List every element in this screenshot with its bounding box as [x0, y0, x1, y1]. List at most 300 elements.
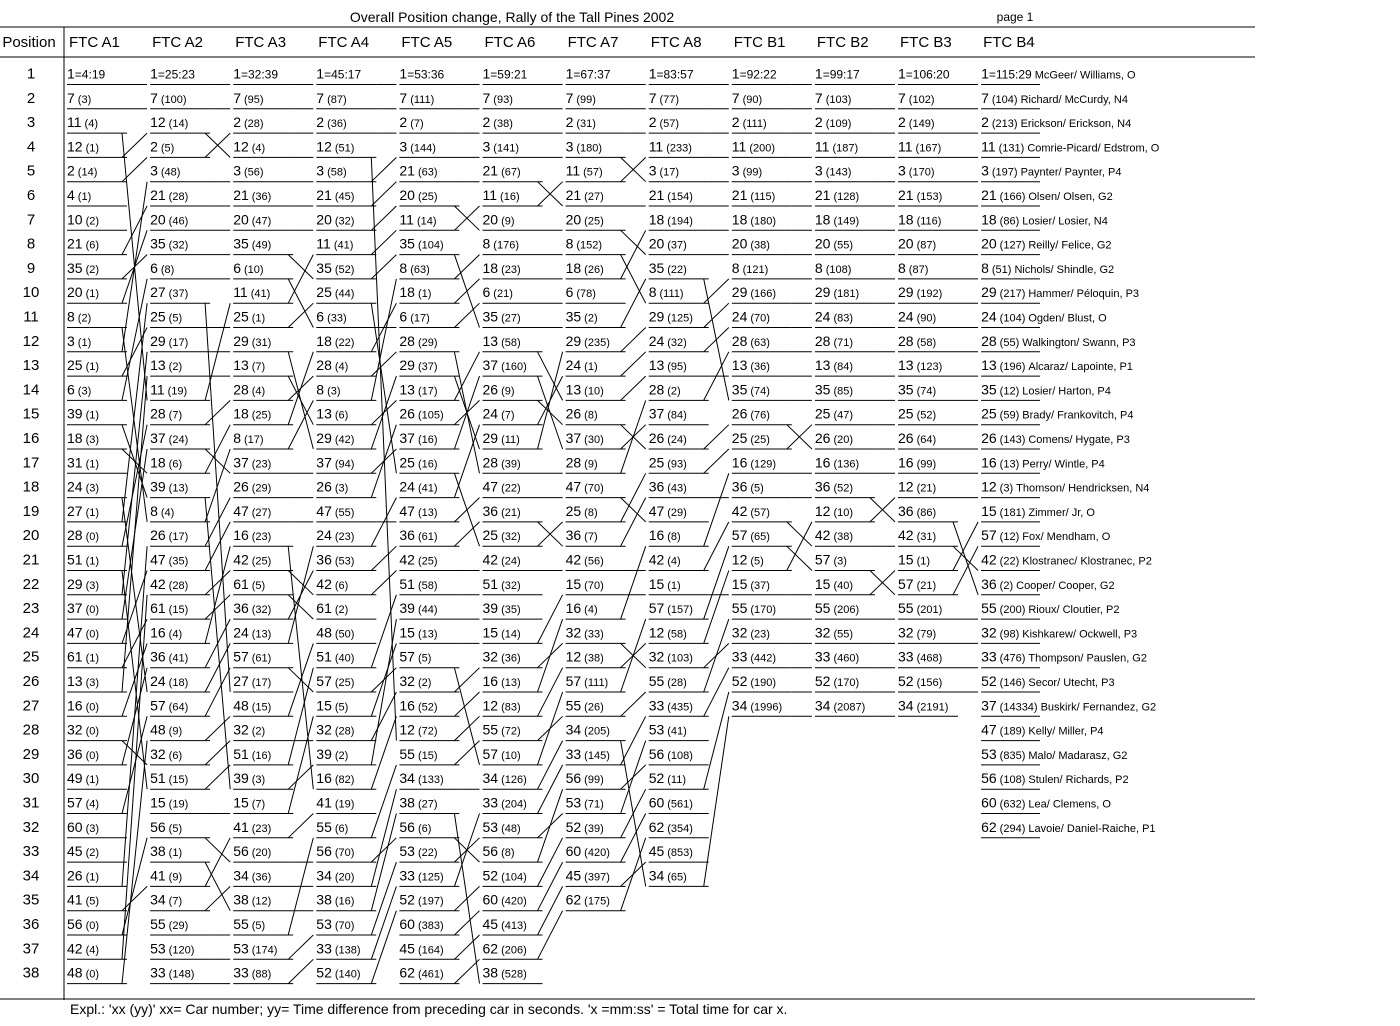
car-entry-label: 1=32:39: [233, 65, 279, 82]
car-entry-label: 37 (23): [233, 454, 272, 471]
car-entry-label: 21 (6): [67, 235, 100, 252]
position-number: 19: [22, 502, 40, 520]
car-entry-label: 6 (3): [67, 381, 92, 398]
position-number: 13: [22, 357, 40, 375]
car-entry-label: 13 (3): [67, 673, 100, 689]
car-entry-label: 8 (63): [399, 259, 430, 276]
position-change-line: [454, 668, 479, 692]
car-entry-label: 32 (0): [67, 721, 100, 738]
car-entry-label: 37 (14334) Buskirk/ Fernandez, G2: [981, 697, 1157, 714]
car-entry-label: 20 (32): [316, 211, 355, 228]
car-entry-label: 16 (136): [814, 454, 860, 471]
position-number: 3: [26, 114, 36, 132]
car-entry-label: 32 (36): [482, 648, 521, 665]
stage-header: FTC A5: [401, 34, 453, 51]
car-entry-label: 36 (21): [482, 502, 521, 519]
car-entry-label: 7 (93): [482, 89, 513, 106]
stage-header: FTC A8: [650, 34, 702, 51]
position-change-line: [621, 328, 646, 352]
car-entry-label: 29 (37): [399, 357, 438, 374]
position-change-line: [704, 619, 729, 692]
car-entry-label: 15 (19): [150, 794, 189, 811]
position-number: 15: [22, 405, 40, 423]
car-entry-label: 35 (12) Losier/ Harton, P4: [981, 381, 1111, 398]
car-entry-label: 25 (8): [565, 502, 598, 519]
position-number: 20: [22, 527, 40, 545]
car-entry-label: 18 (6): [150, 454, 183, 471]
car-entry-label: 60 (632) Lea/ Clemens, O: [981, 794, 1111, 811]
car-entry-label: 35 (74): [731, 381, 770, 398]
position-change-line: [454, 425, 479, 498]
car-entry-label: 26 (64): [898, 430, 937, 446]
car-entry-label: 36 (0): [67, 745, 100, 762]
car-entry-label: 53 (174): [233, 940, 278, 957]
car-entry-label: 57 (65): [731, 527, 770, 544]
car-entry-label: 8 (108): [814, 259, 852, 276]
car-entry-label: 24 (83): [814, 308, 854, 325]
car-entry-label: 28 (7): [150, 405, 183, 422]
car-entry-label: 18 (1): [399, 284, 432, 301]
position-change-line: [288, 765, 313, 789]
car-entry-label: 32 (103): [648, 648, 693, 665]
car-entry-label: 57 (21): [898, 575, 937, 592]
car-entry-label: 7 (103): [814, 89, 852, 106]
car-entry-label: 1=99:17: [814, 65, 860, 82]
position-number: 37: [22, 940, 40, 958]
car-entry-label: 16 (8): [648, 527, 681, 544]
car-entry-label: 15 (7): [233, 794, 266, 811]
car-entry-label: 8 (51) Nichols/ Shindle, G2: [981, 259, 1115, 276]
position-change-line: [621, 619, 646, 692]
position-numbers: [23, 66, 40, 982]
car-entry-label: 28 (63): [731, 332, 770, 349]
car-entry-label: 55 (6): [316, 818, 349, 835]
car-entry-label: 53 (48): [482, 818, 521, 835]
car-entry-label: 60 (420): [482, 891, 527, 908]
position-number: 17: [22, 454, 40, 472]
car-entry-label: 33 (148): [150, 964, 195, 981]
car-entry-label: 18 (22): [316, 332, 355, 349]
car-entry-label: 15 (14): [482, 624, 521, 641]
position-number: 27: [22, 697, 40, 715]
car-entry-label: 2 (36): [316, 114, 347, 131]
car-entry-label: 7 (99): [565, 89, 596, 106]
car-entry-label: 33 (468): [898, 648, 943, 665]
car-entry-label: 15 (1): [898, 551, 931, 568]
position-change-line: [538, 692, 563, 765]
car-entry-label: 57 (10): [482, 745, 521, 762]
car-entry-label: 26 (105): [399, 405, 444, 422]
car-entry-label: 45 (853): [648, 843, 693, 860]
car-entry-label: 47 (27): [233, 502, 272, 519]
car-entry-label: 38 (1): [150, 843, 183, 860]
stage-header: FTC A3: [235, 34, 287, 51]
car-entry-label: 26 (3): [316, 478, 349, 495]
position-change-line: [787, 522, 812, 546]
car-entry-label: 42 (28): [150, 575, 189, 592]
position-number: 10: [22, 284, 40, 302]
car-entry-label: 32 (28): [316, 721, 355, 738]
car-entry-label: 1=115:29 McGeer/ Williams, O: [981, 65, 1136, 82]
car-entry-label: 2 (14): [67, 162, 98, 179]
car-entry-label: 38 (528): [482, 964, 527, 981]
position-change-line: [205, 449, 230, 522]
car-entry-label: 36 (7): [565, 527, 598, 544]
position-number: 8: [26, 235, 36, 253]
entry-underlines: [67, 85, 1040, 984]
car-entry-label: 37 (16): [399, 430, 438, 446]
car-entry-label: 33 (435): [648, 697, 693, 714]
position-change-line: [621, 498, 646, 522]
car-entry-label: 47 (0): [67, 624, 100, 641]
position-change-line: [205, 716, 230, 740]
car-entry-label: 16 (13) Perry/ Wintle, P4: [981, 454, 1105, 471]
car-entry-label: 29 (17): [150, 332, 189, 349]
car-entry-label: 33 (476) Thompson/ Pauslen, G2: [981, 648, 1147, 665]
car-entry-label: 52 (104): [482, 867, 527, 884]
car-entry-label: 42 (56): [565, 551, 604, 568]
car-entry-label: 11 (41): [316, 235, 354, 252]
car-entry-label: 42 (4): [648, 551, 681, 568]
car-entry-label: 42 (57): [731, 502, 770, 519]
position-change-line: [621, 546, 646, 619]
car-entry-label: 25 (25): [731, 430, 770, 446]
car-entry-label: 20 (25): [565, 211, 604, 228]
car-entry-label: 25 (1): [233, 308, 266, 325]
car-entry-label: 25 (52): [898, 405, 937, 422]
car-entry-label: 39 (44): [399, 600, 438, 617]
car-entry-label: 21 (28): [150, 187, 189, 203]
position-change-line: [205, 765, 230, 789]
car-entry-label: 13 (6): [316, 405, 349, 422]
position-change-line: [371, 157, 396, 181]
stage-header: FTC B4: [983, 34, 1035, 51]
position-number: 24: [22, 624, 40, 642]
position-number: 31: [22, 794, 40, 812]
position-change-line: [288, 643, 313, 716]
car-entry-label: 35 (52): [316, 259, 355, 276]
position-number: 36: [22, 916, 40, 933]
car-entry-label: 12 (3) Thomson/ Hendricksen, N4: [981, 478, 1150, 495]
car-entry-label: 45 (2): [67, 843, 100, 860]
car-entry-label: 55 (170): [731, 600, 777, 617]
position-change-line: [371, 643, 396, 716]
car-entry-label: 7 (90): [731, 89, 763, 106]
car-entry-label: 34 (36): [233, 867, 272, 884]
position-change-line: [288, 255, 313, 279]
car-entry-label: 28 (29): [399, 332, 438, 349]
car-entry-label: 38 (12): [233, 891, 272, 908]
position-number: 1: [26, 65, 36, 83]
car-entry-label: 53 (120): [150, 940, 195, 957]
car-entry-label: 28 (9): [565, 454, 598, 471]
car-entry-label: 27 (1): [67, 502, 100, 519]
stage-headers: [69, 34, 1035, 51]
car-entry-label: 45 (164): [399, 940, 444, 957]
car-entry-label: 62 (206): [482, 940, 527, 957]
car-entry-label: 29 (11): [482, 430, 520, 446]
car-entry-label: 28 (2): [648, 381, 681, 398]
car-entry-label: 34 (133): [399, 770, 444, 787]
car-entry-label: 12 (38): [565, 648, 604, 665]
car-entry-label: 61 (1): [67, 648, 100, 665]
car-entry-label: 34 (126): [482, 770, 527, 787]
car-entry-label: 61 (2): [316, 600, 349, 617]
position-change-line: [538, 400, 563, 424]
car-entry-label: 36 (61): [399, 527, 438, 544]
car-entry-label: 41 (23): [233, 818, 272, 835]
car-entry-label: 33 (88): [233, 964, 272, 981]
position-change-line: [454, 741, 479, 765]
car-entry-label: 47 (35): [150, 551, 189, 568]
position-number: 33: [22, 843, 40, 861]
car-entry-label: 29 (31): [233, 332, 272, 349]
entry-labels: [67, 66, 1160, 981]
car-entry-label: 21 (153): [898, 187, 943, 203]
car-entry-label: 33 (145): [565, 745, 610, 762]
car-entry-label: 33 (125): [399, 867, 444, 884]
position-number: 35: [22, 891, 40, 909]
position-change-line: [371, 716, 396, 789]
car-entry-label: 24 (13): [233, 624, 272, 641]
car-entry-label: 47 (55): [316, 502, 355, 519]
car-entry-label: 24 (18): [150, 673, 189, 689]
car-entry-label: 18 (194): [648, 211, 693, 228]
car-entry-label: 2 (213) Erickson/ Erickson, N4: [981, 114, 1132, 131]
car-entry-label: 2 (31): [565, 114, 596, 131]
car-entry-label: 57 (111): [565, 673, 609, 689]
car-entry-label: 12 (10): [814, 502, 854, 519]
car-entry-label: 25 (32): [482, 527, 521, 544]
position-change-line: [122, 182, 147, 352]
car-entry-label: 37 (94): [316, 454, 355, 471]
car-entry-label: 28 (55) Walkington/ Swann, P3: [981, 332, 1136, 349]
position-number: 5: [26, 162, 36, 180]
car-entry-label: 62 (175): [565, 891, 610, 908]
car-entry-label: 13 (36): [731, 357, 770, 374]
car-entry-label: 21 (67): [482, 162, 521, 179]
car-entry-label: 36 (52): [814, 478, 854, 495]
car-entry-label: 57 (12) Fox/ Mendham, O: [981, 527, 1111, 544]
chart-title: Overall Position change, Rally of the Tall Pines 2002: [349, 9, 675, 25]
car-entry-label: 1=67:37: [565, 65, 611, 82]
car-entry-label: 20 (46): [150, 211, 189, 228]
position-number: 6: [26, 187, 36, 204]
stage-header: FTC A4: [318, 34, 370, 51]
car-entry-label: 15 (5): [316, 697, 349, 714]
car-entry-label: 3 (56): [233, 162, 264, 179]
car-entry-label: 13 (10): [565, 381, 604, 398]
position-number: 12: [22, 332, 40, 350]
car-entry-label: 36 (53): [316, 551, 355, 568]
car-entry-label: 55 (15): [399, 745, 438, 762]
car-entry-label: 41 (9): [150, 867, 183, 884]
car-entry-label: 57 (157): [648, 600, 693, 617]
car-entry-label: 11 (14): [399, 211, 437, 228]
position-change-line: [704, 425, 729, 449]
car-entry-label: 3 (197) Paynter/ Paynter, P4: [981, 162, 1122, 179]
car-entry-label: 25 (1): [67, 357, 100, 374]
position-change-line: [371, 352, 396, 376]
car-entry-label: 52 (140): [316, 964, 361, 981]
position-change-line: [704, 303, 729, 327]
car-entry-label: 13 (17): [399, 381, 438, 398]
car-entry-label: 25 (5): [150, 308, 183, 325]
position-number: 9: [26, 259, 36, 277]
car-entry-label: 11 (41): [233, 284, 271, 301]
car-entry-label: 16 (82): [316, 770, 355, 787]
car-entry-label: 8 (2): [67, 308, 92, 325]
car-entry-label: 60 (383): [399, 916, 444, 932]
car-entry-label: 56 (5): [150, 818, 183, 835]
car-entry-label: 60 (561): [648, 794, 693, 811]
car-entry-label: 55 (201): [898, 600, 943, 617]
position-change-line: [454, 498, 479, 522]
car-entry-label: 55 (72): [482, 721, 521, 738]
car-entry-label: 28 (58): [898, 332, 937, 349]
car-entry-label: 34 (205): [565, 721, 610, 738]
car-entry-label: 16 (0): [67, 697, 100, 714]
car-entry-label: 1=45:17: [316, 65, 362, 82]
car-entry-label: 34 (2087): [814, 697, 866, 714]
car-entry-label: 60 (420): [565, 843, 610, 860]
car-entry-label: 41 (5): [67, 891, 100, 908]
position-number: 11: [23, 308, 39, 326]
car-entry-label: 18 (180): [731, 211, 777, 228]
car-entry-label: 4 (1): [67, 187, 92, 203]
position-change-line: [205, 400, 230, 424]
position-number: 28: [22, 721, 40, 739]
car-entry-label: 33 (460): [814, 648, 860, 665]
car-entry-label: 55 (5): [233, 916, 266, 932]
car-entry-label: 18 (149): [814, 211, 860, 228]
explanation-note: Expl.: 'xx (yy)' xx= Car number; yy= Time difference from preceding car in seconds. 'x =mm:ss' = Total time for car x.: [70, 1001, 788, 1017]
car-entry-label: 51 (16): [233, 745, 272, 762]
position-number: 16: [22, 430, 40, 447]
position-number: 32: [22, 818, 40, 836]
car-entry-label: 25 (16): [399, 454, 438, 471]
car-entry-label: 13 (95): [648, 357, 687, 374]
car-entry-label: 29 (166): [731, 284, 777, 301]
car-entry-label: 56 (99): [565, 770, 604, 787]
car-entry-label: 25 (59) Brady/ Frankovitch, P4: [981, 405, 1134, 422]
car-entry-label: 6 (8): [150, 259, 175, 276]
car-entry-label: 7 (3): [67, 89, 92, 106]
position-change-line: [371, 255, 396, 279]
car-entry-label: 29 (125): [648, 308, 693, 325]
car-entry-label: 42 (6): [316, 575, 349, 592]
car-entry-label: 8 (3): [316, 381, 341, 398]
stage-header: FTC B2: [816, 34, 869, 51]
car-entry-label: 42 (25): [233, 551, 272, 568]
car-entry-label: 15 (40): [814, 575, 854, 592]
car-entry-label: 49 (1): [67, 770, 100, 787]
position-number: 25: [22, 648, 40, 666]
position-change-line: [371, 279, 396, 401]
car-entry-label: 11 (131) Comrie-Picard/ Edstrom, O: [981, 138, 1160, 155]
car-entry-label: 2 (57): [648, 114, 680, 131]
car-entry-label: 56 (108): [648, 745, 693, 762]
car-entry-label: 15 (37): [731, 575, 770, 592]
car-entry-label: 51 (40): [316, 648, 355, 665]
car-entry-label: 42 (38): [814, 527, 854, 544]
car-entry-label: 27 (17): [233, 673, 272, 689]
car-entry-label: 8 (121): [731, 259, 769, 276]
car-entry-label: 18 (23): [482, 259, 521, 276]
car-entry-label: 37 (84): [648, 405, 687, 422]
car-entry-label: 56 (20): [233, 843, 272, 860]
car-entry-label: 29 (3): [67, 575, 100, 592]
car-entry-label: 24 (41): [399, 478, 438, 495]
car-entry-label: 39 (2): [316, 745, 349, 762]
car-entry-label: 12 (21): [898, 478, 937, 495]
car-entry-label: 28 (39): [482, 454, 521, 471]
position-change-line: [371, 571, 396, 595]
car-entry-label: 36 (2) Cooper/ Cooper, G2: [981, 575, 1115, 592]
car-entry-label: 1=106:20: [898, 65, 950, 82]
position-change-line: [454, 279, 479, 303]
car-entry-label: 16 (99): [898, 454, 937, 471]
car-entry-label: 11 (233): [648, 138, 692, 155]
car-entry-label: 34 (1996): [731, 697, 783, 714]
position-change-line: [122, 133, 147, 157]
position-change-line: [787, 546, 812, 570]
car-entry-label: 62 (461): [399, 964, 444, 981]
car-entry-label: 36 (86): [898, 502, 937, 519]
car-entry-label: 39 (1): [67, 405, 100, 422]
car-entry-label: 27 (37): [150, 284, 189, 301]
car-entry-label: 3 (48): [150, 162, 181, 179]
position-number: 30: [22, 770, 40, 788]
car-entry-label: 20 (25): [399, 187, 438, 203]
position-change-line: [371, 182, 396, 206]
car-entry-label: 37 (30): [565, 430, 604, 446]
car-entry-label: 61 (5): [233, 575, 266, 592]
car-entry-label: 32 (33): [565, 624, 604, 641]
car-entry-label: 47 (22): [482, 478, 521, 495]
position-change-line: [205, 741, 230, 765]
car-entry-label: 32 (2): [399, 673, 432, 689]
car-entry-label: 29 (217) Hammer/ Péloquin, P3: [981, 284, 1140, 301]
car-entry-label: 48 (9): [150, 721, 183, 738]
car-entry-label: 32 (98) Kishkarew/ Ockwell, P3: [981, 624, 1138, 641]
car-entry-label: 45 (397): [565, 867, 610, 884]
position-change-line: [704, 473, 729, 546]
car-entry-label: 20 (38): [731, 235, 770, 252]
stage-header: FTC B1: [733, 34, 786, 51]
car-entry-label: 21 (45): [316, 187, 355, 203]
car-entry-label: 11 (187): [814, 138, 859, 155]
car-entry-label: 16 (13): [482, 673, 521, 689]
car-entry-label: 25 (44): [316, 284, 355, 301]
car-entry-label: 36 (43): [648, 478, 687, 495]
position-change-line: [454, 692, 479, 716]
car-entry-label: 62 (294) Lavoie/ Daniel-Raiche, P1: [981, 818, 1156, 835]
car-entry-label: 12 (1): [67, 138, 100, 155]
car-entry-label: 57 (4): [67, 794, 100, 811]
car-entry-label: 2 (111): [731, 114, 767, 131]
position-number: 18: [22, 478, 40, 496]
position-change-line: [621, 230, 646, 254]
position-change-line: [538, 619, 563, 692]
car-entry-label: 25 (47): [814, 405, 854, 422]
position-number: 7: [26, 211, 36, 229]
position-change-line: [288, 352, 313, 425]
car-entry-label: 3 (170): [898, 162, 935, 179]
car-entry-label: 13 (2): [150, 357, 183, 374]
car-entry-label: 7 (102): [898, 89, 935, 106]
car-entry-label: 51 (15): [150, 770, 189, 787]
